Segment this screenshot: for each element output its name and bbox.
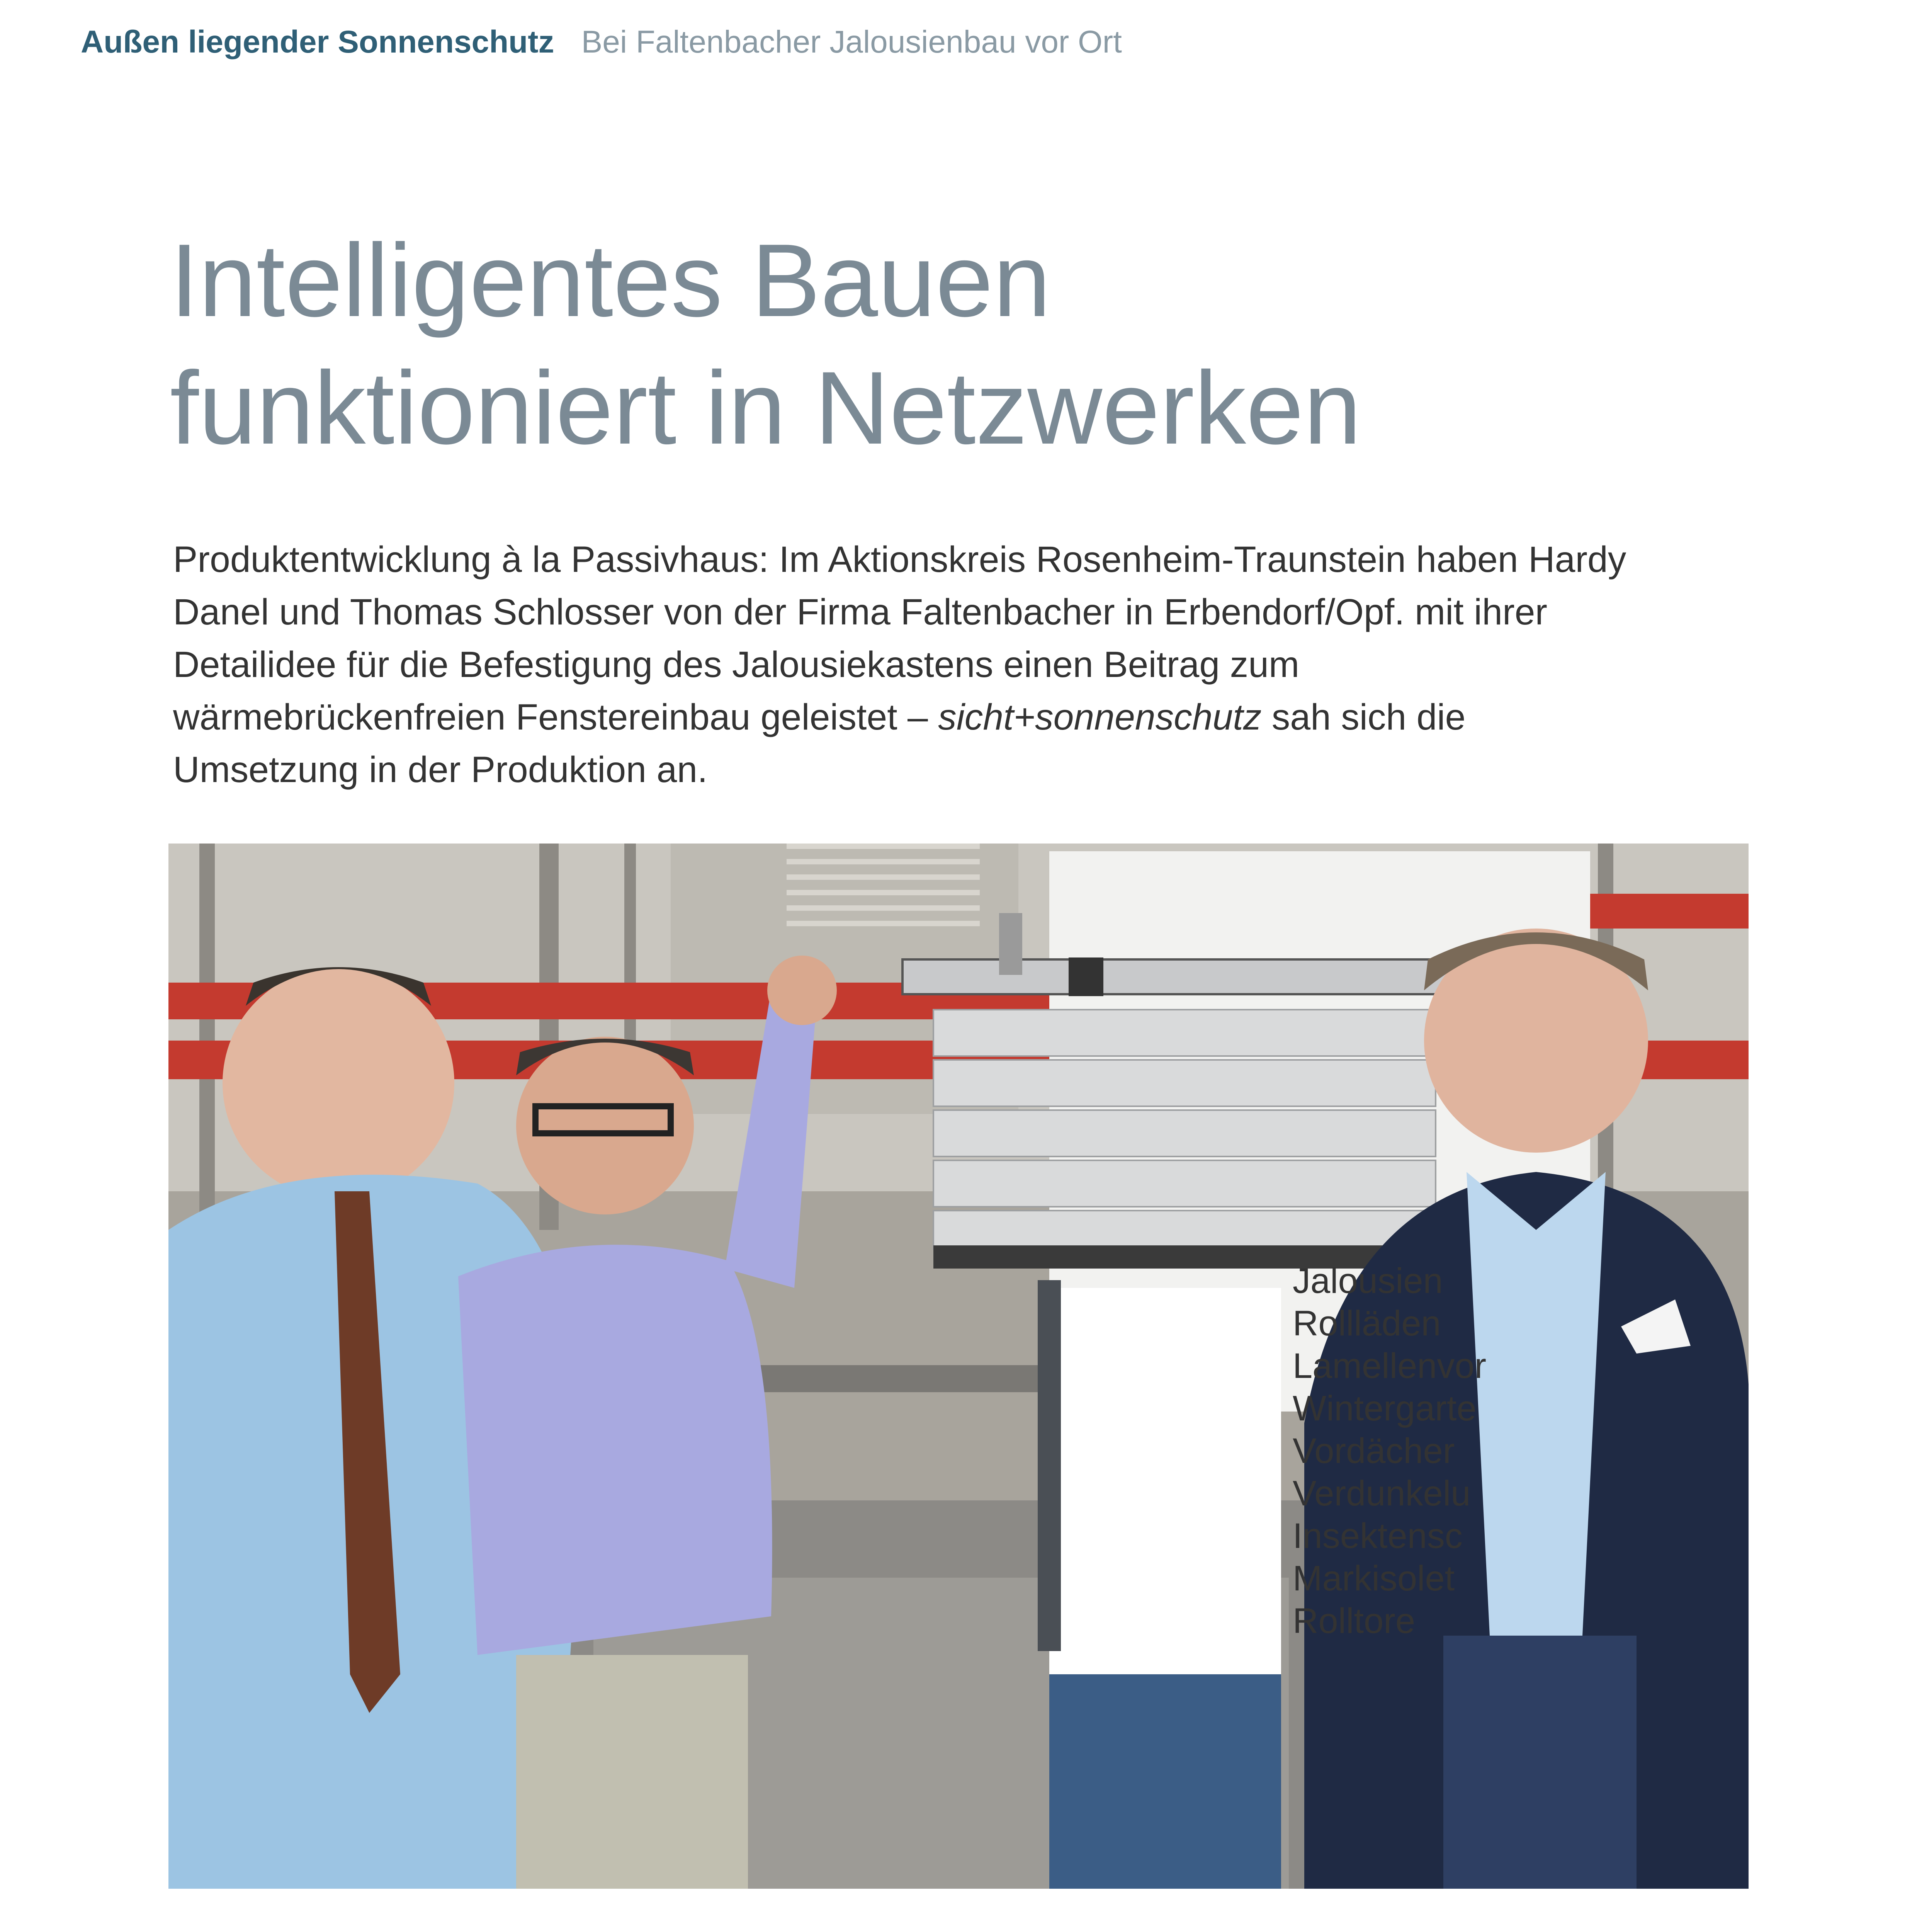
photo-illustration [168, 844, 1749, 1889]
article-headline [170, 216, 1754, 471]
sign-item: Vordächer [1293, 1431, 1455, 1471]
sign-item: Markisolet [1293, 1559, 1455, 1598]
section-subtitle: Bei Faltenbacher Jalousienbau vor Ort [581, 24, 1122, 60]
magazine-name: sicht+sonnenschutz [938, 697, 1262, 738]
article-lead [173, 533, 1633, 796]
sign-item: Wintergarte [1293, 1389, 1477, 1428]
sign-item: Rollläden [1293, 1304, 1441, 1343]
section-header [81, 24, 1122, 60]
sign-item: Verdunkelu [1293, 1474, 1471, 1513]
sign-item: Lamellenvor [1293, 1346, 1487, 1386]
lead-text-2: sah sich die Umsetzung in der Produktion an. [173, 697, 1466, 790]
sign-item: Insektensc [1293, 1516, 1463, 1556]
sign-item: Jalousien [1293, 1261, 1443, 1301]
headline-line-1: Intelligentes Bauen [170, 222, 1051, 338]
sign-item: Rolltore [1293, 1601, 1416, 1641]
headline-line-2: funktioniert in Netzwerken [170, 350, 1361, 466]
article-photo [168, 844, 1749, 1889]
lead-text-1: Produktentwicklung à la Passivhaus: Im Aktionskreis Rosenheim-Traunstein haben Hardy Danel und Thomas Schlosser von der Firma Faltenbacher in Erbendorf/Opf. mit ihrer Detailidee für die Befestigung des Jalousiekastens einen Beitrag zum wärmebrückenfreien Fenstereinbau geleistet – [173, 539, 1626, 738]
section-title: Außen liegender Sonnenschutz [81, 24, 554, 60]
